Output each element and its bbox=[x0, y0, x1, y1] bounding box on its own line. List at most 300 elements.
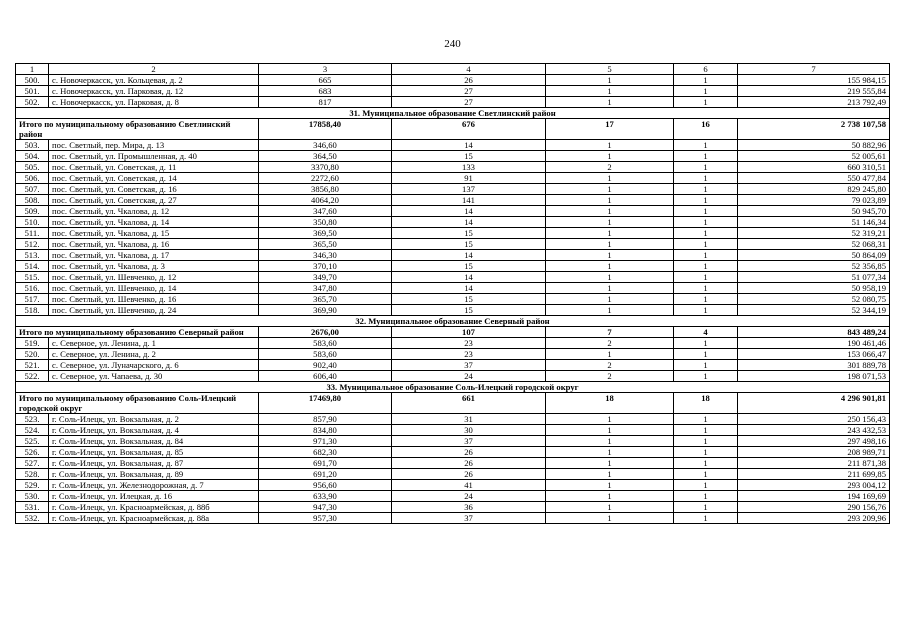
registry-table bbox=[15, 63, 890, 524]
col5-cell: 2 bbox=[546, 338, 674, 349]
amount-cell: 51 077,34 bbox=[738, 272, 890, 283]
count-cell: 27 bbox=[392, 97, 546, 108]
count-cell: 133 bbox=[392, 162, 546, 173]
count-cell: 14 bbox=[392, 283, 546, 294]
area-cell: 817 bbox=[259, 97, 392, 108]
area-cell: 3856,80 bbox=[259, 184, 392, 195]
col6-cell: 1 bbox=[674, 250, 738, 261]
amount-cell: 194 169,69 bbox=[738, 491, 890, 502]
col6-cell: 1 bbox=[674, 425, 738, 436]
col5-cell: 1 bbox=[546, 195, 674, 206]
col5-cell: 1 bbox=[546, 491, 674, 502]
amount-cell: 153 066,47 bbox=[738, 349, 890, 360]
total-col5: 18 bbox=[546, 393, 674, 414]
table-row bbox=[16, 491, 890, 502]
address-cell: пос. Светлый, ул. Чкалова, д. 3 bbox=[49, 261, 259, 272]
address-cell: пос. Светлый, ул. Советская, д. 11 bbox=[49, 162, 259, 173]
address-cell: пос. Светлый, ул. Чкалова, д. 14 bbox=[49, 217, 259, 228]
col6-cell: 1 bbox=[674, 228, 738, 239]
address-cell: пос. Светлый, ул. Промышленная, д. 40 bbox=[49, 151, 259, 162]
area-cell: 349,70 bbox=[259, 272, 392, 283]
count-cell: 26 bbox=[392, 447, 546, 458]
row-index: 503. bbox=[16, 140, 49, 151]
address-cell: г. Соль-Илецк, ул. Вокзальная, д. 85 bbox=[49, 447, 259, 458]
table-row bbox=[16, 97, 890, 108]
amount-cell: 190 461,46 bbox=[738, 338, 890, 349]
amount-cell: 829 245,80 bbox=[738, 184, 890, 195]
table-row bbox=[16, 458, 890, 469]
table-row bbox=[16, 75, 890, 86]
amount-cell: 52 080,75 bbox=[738, 294, 890, 305]
col6-cell: 1 bbox=[674, 283, 738, 294]
address-cell: пос. Светлый, ул. Чкалова, д. 12 bbox=[49, 206, 259, 217]
table-row bbox=[16, 283, 890, 294]
count-cell: 23 bbox=[392, 338, 546, 349]
amount-cell: 293 209,96 bbox=[738, 513, 890, 524]
area-cell: 3370,80 bbox=[259, 162, 392, 173]
amount-cell: 293 004,12 bbox=[738, 480, 890, 491]
count-cell: 37 bbox=[392, 436, 546, 447]
total-col5: 7 bbox=[546, 327, 674, 338]
area-cell: 957,30 bbox=[259, 513, 392, 524]
count-cell: 15 bbox=[392, 228, 546, 239]
row-index: 524. bbox=[16, 425, 49, 436]
count-cell: 14 bbox=[392, 140, 546, 151]
amount-cell: 50 958,19 bbox=[738, 283, 890, 294]
address-cell: пос. Светлый, ул. Чкалова, д. 17 bbox=[49, 250, 259, 261]
area-cell: 347,60 bbox=[259, 206, 392, 217]
area-cell: 583,60 bbox=[259, 349, 392, 360]
col6-cell: 1 bbox=[674, 184, 738, 195]
count-cell: 15 bbox=[392, 261, 546, 272]
amount-cell: 211 871,38 bbox=[738, 458, 890, 469]
row-index: 502. bbox=[16, 97, 49, 108]
address-cell: г. Соль-Илецк, ул. Красноармейская, д. 88б bbox=[49, 502, 259, 513]
table-row bbox=[16, 184, 890, 195]
total-count: 661 bbox=[392, 393, 546, 414]
amount-cell: 243 432,53 bbox=[738, 425, 890, 436]
col6-cell: 1 bbox=[674, 140, 738, 151]
table-row bbox=[16, 469, 890, 480]
col6-cell: 1 bbox=[674, 206, 738, 217]
table-row bbox=[16, 480, 890, 491]
count-cell: 14 bbox=[392, 250, 546, 261]
col5-cell: 1 bbox=[546, 513, 674, 524]
col5-cell: 1 bbox=[546, 173, 674, 184]
area-cell: 370,10 bbox=[259, 261, 392, 272]
address-cell: с. Северное, ул. Чапаева, д. 30 bbox=[49, 371, 259, 382]
count-cell: 15 bbox=[392, 151, 546, 162]
table-row bbox=[16, 261, 890, 272]
col5-cell: 2 bbox=[546, 371, 674, 382]
count-cell: 30 bbox=[392, 425, 546, 436]
total-label: Итого по муниципальному образованию Светлинский район bbox=[16, 119, 259, 140]
area-cell: 857,90 bbox=[259, 414, 392, 425]
address-cell: пос. Светлый, ул. Шевченко, д. 16 bbox=[49, 294, 259, 305]
amount-cell: 198 071,53 bbox=[738, 371, 890, 382]
total-col6: 18 bbox=[674, 393, 738, 414]
row-index: 521. bbox=[16, 360, 49, 371]
row-index: 501. bbox=[16, 86, 49, 97]
count-cell: 26 bbox=[392, 75, 546, 86]
table-row bbox=[16, 228, 890, 239]
area-cell: 971,30 bbox=[259, 436, 392, 447]
row-index: 523. bbox=[16, 414, 49, 425]
header-row bbox=[16, 64, 890, 75]
col6-cell: 1 bbox=[674, 502, 738, 513]
row-index: 531. bbox=[16, 502, 49, 513]
area-cell: 369,50 bbox=[259, 228, 392, 239]
area-cell: 369,90 bbox=[259, 305, 392, 316]
col5-cell: 1 bbox=[546, 458, 674, 469]
row-index: 513. bbox=[16, 250, 49, 261]
table-row bbox=[16, 502, 890, 513]
count-cell: 141 bbox=[392, 195, 546, 206]
page-number: 240 bbox=[444, 38, 461, 50]
column-number-header: 4 bbox=[392, 64, 546, 75]
count-cell: 36 bbox=[392, 502, 546, 513]
col5-cell: 1 bbox=[546, 425, 674, 436]
address-cell: пос. Светлый, ул. Советская, д. 27 bbox=[49, 195, 259, 206]
row-index: 530. bbox=[16, 491, 49, 502]
column-number-header: 6 bbox=[674, 64, 738, 75]
address-cell: пос. Светлый, ул. Советская, д. 16 bbox=[49, 184, 259, 195]
count-cell: 31 bbox=[392, 414, 546, 425]
total-amount: 2 738 107,58 bbox=[738, 119, 890, 140]
row-index: 510. bbox=[16, 217, 49, 228]
col6-cell: 1 bbox=[674, 491, 738, 502]
row-index: 516. bbox=[16, 283, 49, 294]
count-cell: 23 bbox=[392, 349, 546, 360]
area-cell: 4064,20 bbox=[259, 195, 392, 206]
amount-cell: 52 068,31 bbox=[738, 239, 890, 250]
section-header-row bbox=[16, 108, 890, 119]
total-label: Итого по муниципальному образованию Северный район bbox=[16, 327, 259, 338]
address-cell: с. Новочеркасск, ул. Парковая, д. 8 bbox=[49, 97, 259, 108]
area-cell: 691,70 bbox=[259, 458, 392, 469]
col5-cell: 1 bbox=[546, 436, 674, 447]
count-cell: 37 bbox=[392, 513, 546, 524]
row-index: 514. bbox=[16, 261, 49, 272]
col5-cell: 2 bbox=[546, 162, 674, 173]
col5-cell: 1 bbox=[546, 250, 674, 261]
table-row bbox=[16, 513, 890, 524]
amount-cell: 301 889,78 bbox=[738, 360, 890, 371]
row-index: 517. bbox=[16, 294, 49, 305]
amount-cell: 250 156,43 bbox=[738, 414, 890, 425]
total-row bbox=[16, 327, 890, 338]
total-label: Итого по муниципальному образованию Соль-Илецкий городской округ bbox=[16, 393, 259, 414]
area-cell: 347,80 bbox=[259, 283, 392, 294]
area-cell: 834,80 bbox=[259, 425, 392, 436]
area-cell: 606,40 bbox=[259, 371, 392, 382]
total-area: 2676,00 bbox=[259, 327, 392, 338]
col5-cell: 1 bbox=[546, 217, 674, 228]
col6-cell: 1 bbox=[674, 97, 738, 108]
address-cell: пос. Светлый, ул. Шевченко, д. 14 bbox=[49, 283, 259, 294]
address-cell: пос. Светлый, ул. Чкалова, д. 16 bbox=[49, 239, 259, 250]
address-cell: г. Соль-Илецк, ул. Красноармейская, д. 88а bbox=[49, 513, 259, 524]
total-amount: 4 296 901,81 bbox=[738, 393, 890, 414]
total-row bbox=[16, 119, 890, 140]
area-cell: 691,20 bbox=[259, 469, 392, 480]
col6-cell: 1 bbox=[674, 151, 738, 162]
total-area: 17469,80 bbox=[259, 393, 392, 414]
col5-cell: 1 bbox=[546, 349, 674, 360]
count-cell: 14 bbox=[392, 217, 546, 228]
col5-cell: 1 bbox=[546, 480, 674, 491]
table-row bbox=[16, 162, 890, 173]
col6-cell: 1 bbox=[674, 360, 738, 371]
table-row bbox=[16, 447, 890, 458]
table-row bbox=[16, 206, 890, 217]
table-row bbox=[16, 294, 890, 305]
col5-cell: 2 bbox=[546, 360, 674, 371]
area-cell: 956,60 bbox=[259, 480, 392, 491]
area-cell: 350,80 bbox=[259, 217, 392, 228]
table-row bbox=[16, 338, 890, 349]
table-row bbox=[16, 239, 890, 250]
table-row bbox=[16, 217, 890, 228]
address-cell: с. Северное, ул. Ленина, д. 2 bbox=[49, 349, 259, 360]
row-index: 512. bbox=[16, 239, 49, 250]
area-cell: 583,60 bbox=[259, 338, 392, 349]
count-cell: 15 bbox=[392, 294, 546, 305]
count-cell: 24 bbox=[392, 371, 546, 382]
table-row bbox=[16, 140, 890, 151]
col6-cell: 1 bbox=[674, 294, 738, 305]
address-cell: г. Соль-Илецк, ул. Вокзальная, д. 89 bbox=[49, 469, 259, 480]
count-cell: 41 bbox=[392, 480, 546, 491]
amount-cell: 50 864,09 bbox=[738, 250, 890, 261]
area-cell: 346,60 bbox=[259, 140, 392, 151]
count-cell: 14 bbox=[392, 272, 546, 283]
column-number-header: 7 bbox=[738, 64, 890, 75]
area-cell: 683 bbox=[259, 86, 392, 97]
col6-cell: 1 bbox=[674, 414, 738, 425]
area-cell: 346,30 bbox=[259, 250, 392, 261]
col6-cell: 1 bbox=[674, 469, 738, 480]
amount-cell: 219 555,84 bbox=[738, 86, 890, 97]
table-row bbox=[16, 86, 890, 97]
col5-cell: 1 bbox=[546, 86, 674, 97]
area-cell: 365,70 bbox=[259, 294, 392, 305]
row-index: 518. bbox=[16, 305, 49, 316]
address-cell: с. Новочеркасск, ул. Парковая, д. 12 bbox=[49, 86, 259, 97]
col6-cell: 1 bbox=[674, 217, 738, 228]
column-number-header: 5 bbox=[546, 64, 674, 75]
count-cell: 14 bbox=[392, 206, 546, 217]
count-cell: 15 bbox=[392, 239, 546, 250]
amount-cell: 660 310,51 bbox=[738, 162, 890, 173]
col5-cell: 1 bbox=[546, 75, 674, 86]
area-cell: 682,30 bbox=[259, 447, 392, 458]
amount-cell: 213 792,49 bbox=[738, 97, 890, 108]
total-col6: 16 bbox=[674, 119, 738, 140]
col6-cell: 1 bbox=[674, 272, 738, 283]
col5-cell: 1 bbox=[546, 294, 674, 305]
address-cell: пос. Светлый, пер. Мира, д. 13 bbox=[49, 140, 259, 151]
area-cell: 902,40 bbox=[259, 360, 392, 371]
col5-cell: 1 bbox=[546, 184, 674, 195]
table-row bbox=[16, 173, 890, 184]
total-row bbox=[16, 393, 890, 414]
address-cell: г. Соль-Илецк, ул. Вокзальная, д. 4 bbox=[49, 425, 259, 436]
col6-cell: 1 bbox=[674, 173, 738, 184]
amount-cell: 211 699,85 bbox=[738, 469, 890, 480]
row-index: 525. bbox=[16, 436, 49, 447]
area-cell: 2272,60 bbox=[259, 173, 392, 184]
area-cell: 947,30 bbox=[259, 502, 392, 513]
address-cell: г. Соль-Илецк, ул. Вокзальная, д. 84 bbox=[49, 436, 259, 447]
row-index: 522. bbox=[16, 371, 49, 382]
col6-cell: 1 bbox=[674, 305, 738, 316]
row-index: 509. bbox=[16, 206, 49, 217]
address-cell: пос. Светлый, ул. Шевченко, д. 12 bbox=[49, 272, 259, 283]
area-cell: 365,50 bbox=[259, 239, 392, 250]
total-col5: 17 bbox=[546, 119, 674, 140]
col5-cell: 1 bbox=[546, 305, 674, 316]
col5-cell: 1 bbox=[546, 447, 674, 458]
amount-cell: 51 146,34 bbox=[738, 217, 890, 228]
amount-cell: 50 945,70 bbox=[738, 206, 890, 217]
section-title: 32. Муниципальное образование Северный район bbox=[16, 316, 890, 327]
row-index: 500. bbox=[16, 75, 49, 86]
col5-cell: 1 bbox=[546, 414, 674, 425]
amount-cell: 290 156,76 bbox=[738, 502, 890, 513]
area-cell: 364,50 bbox=[259, 151, 392, 162]
count-cell: 15 bbox=[392, 305, 546, 316]
col5-cell: 1 bbox=[546, 228, 674, 239]
table-row bbox=[16, 349, 890, 360]
col5-cell: 1 bbox=[546, 283, 674, 294]
col5-cell: 1 bbox=[546, 151, 674, 162]
col6-cell: 1 bbox=[674, 436, 738, 447]
row-index: 506. bbox=[16, 173, 49, 184]
table-row bbox=[16, 414, 890, 425]
col5-cell: 1 bbox=[546, 140, 674, 151]
row-index: 507. bbox=[16, 184, 49, 195]
amount-cell: 50 882,96 bbox=[738, 140, 890, 151]
total-amount: 843 489,24 bbox=[738, 327, 890, 338]
total-area: 17858,40 bbox=[259, 119, 392, 140]
col6-cell: 1 bbox=[674, 513, 738, 524]
count-cell: 37 bbox=[392, 360, 546, 371]
amount-cell: 297 498,16 bbox=[738, 436, 890, 447]
col6-cell: 1 bbox=[674, 239, 738, 250]
row-index: 519. bbox=[16, 338, 49, 349]
table-row bbox=[16, 425, 890, 436]
col5-cell: 1 bbox=[546, 502, 674, 513]
col5-cell: 1 bbox=[546, 97, 674, 108]
col6-cell: 1 bbox=[674, 162, 738, 173]
amount-cell: 52 319,21 bbox=[738, 228, 890, 239]
column-number-header: 2 bbox=[49, 64, 259, 75]
row-index: 526. bbox=[16, 447, 49, 458]
col6-cell: 1 bbox=[674, 480, 738, 491]
column-number-header: 1 bbox=[16, 64, 49, 75]
total-count: 676 bbox=[392, 119, 546, 140]
count-cell: 137 bbox=[392, 184, 546, 195]
col6-cell: 1 bbox=[674, 458, 738, 469]
col6-cell: 1 bbox=[674, 195, 738, 206]
section-title: 31. Муниципальное образование Светлинский район bbox=[16, 108, 890, 119]
total-col6: 4 bbox=[674, 327, 738, 338]
address-cell: пос. Светлый, ул. Шевченко, д. 24 bbox=[49, 305, 259, 316]
table-row bbox=[16, 272, 890, 283]
address-cell: с. Новочеркасск, ул. Кольцевая, д. 2 bbox=[49, 75, 259, 86]
count-cell: 27 bbox=[392, 86, 546, 97]
col6-cell: 1 bbox=[674, 371, 738, 382]
col5-cell: 1 bbox=[546, 469, 674, 480]
address-cell: с. Северное, ул. Ленина, д. 1 bbox=[49, 338, 259, 349]
col6-cell: 1 bbox=[674, 338, 738, 349]
table-row bbox=[16, 360, 890, 371]
col6-cell: 1 bbox=[674, 86, 738, 97]
col6-cell: 1 bbox=[674, 349, 738, 360]
table-row bbox=[16, 436, 890, 447]
section-title: 33. Муниципальное образование Соль-Илецкий городской округ bbox=[16, 382, 890, 393]
amount-cell: 52 005,61 bbox=[738, 151, 890, 162]
row-index: 511. bbox=[16, 228, 49, 239]
col6-cell: 1 bbox=[674, 261, 738, 272]
row-index: 527. bbox=[16, 458, 49, 469]
amount-cell: 550 477,84 bbox=[738, 173, 890, 184]
col5-cell: 1 bbox=[546, 272, 674, 283]
row-index: 505. bbox=[16, 162, 49, 173]
area-cell: 665 bbox=[259, 75, 392, 86]
table-row bbox=[16, 305, 890, 316]
amount-cell: 79 023,89 bbox=[738, 195, 890, 206]
table-row bbox=[16, 151, 890, 162]
address-cell: г. Соль-Илецк, ул. Илецкая, д. 16 bbox=[49, 491, 259, 502]
count-cell: 24 bbox=[392, 491, 546, 502]
row-index: 532. bbox=[16, 513, 49, 524]
section-header-row bbox=[16, 316, 890, 327]
count-cell: 26 bbox=[392, 458, 546, 469]
row-index: 529. bbox=[16, 480, 49, 491]
col5-cell: 1 bbox=[546, 261, 674, 272]
col6-cell: 1 bbox=[674, 447, 738, 458]
count-cell: 26 bbox=[392, 469, 546, 480]
address-cell: г. Соль-Илецк, ул. Вокзальная, д. 2 bbox=[49, 414, 259, 425]
count-cell: 91 bbox=[392, 173, 546, 184]
table-row bbox=[16, 195, 890, 206]
amount-cell: 52 356,85 bbox=[738, 261, 890, 272]
row-index: 515. bbox=[16, 272, 49, 283]
col6-cell: 1 bbox=[674, 75, 738, 86]
row-index: 528. bbox=[16, 469, 49, 480]
address-cell: г. Соль-Илецк, ул. Железнодорожная, д. 7 bbox=[49, 480, 259, 491]
total-count: 107 bbox=[392, 327, 546, 338]
address-cell: пос. Светлый, ул. Советская, д. 14 bbox=[49, 173, 259, 184]
col5-cell: 1 bbox=[546, 239, 674, 250]
registry-table-body bbox=[16, 64, 890, 524]
row-index: 520. bbox=[16, 349, 49, 360]
column-number-header: 3 bbox=[259, 64, 392, 75]
address-cell: пос. Светлый, ул. Чкалова, д. 15 bbox=[49, 228, 259, 239]
address-cell: г. Соль-Илецк, ул. Вокзальная, д. 87 bbox=[49, 458, 259, 469]
table-row bbox=[16, 371, 890, 382]
amount-cell: 155 984,15 bbox=[738, 75, 890, 86]
area-cell: 633,90 bbox=[259, 491, 392, 502]
col5-cell: 1 bbox=[546, 206, 674, 217]
row-index: 508. bbox=[16, 195, 49, 206]
row-index: 504. bbox=[16, 151, 49, 162]
amount-cell: 52 344,19 bbox=[738, 305, 890, 316]
section-header-row bbox=[16, 382, 890, 393]
amount-cell: 208 989,71 bbox=[738, 447, 890, 458]
